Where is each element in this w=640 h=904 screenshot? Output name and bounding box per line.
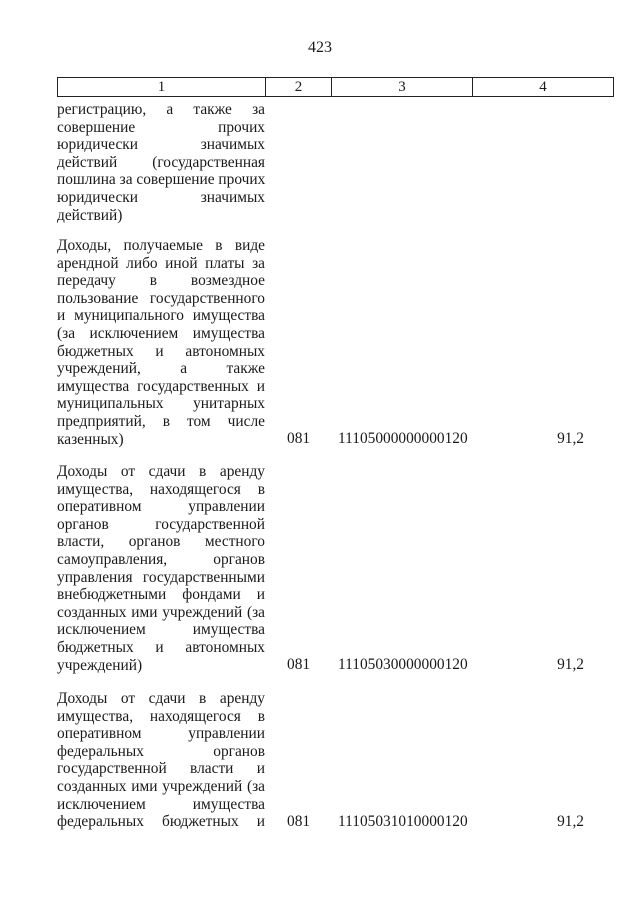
row-1-description [57, 237, 265, 448]
row-3-line: созданных ими учреждений (за [57, 777, 265, 795]
row-1-line: предприятий, в том числе [57, 412, 265, 430]
row-0-description [57, 101, 265, 224]
row-1-amount: 91,2 [557, 430, 584, 447]
row-0-line: действий (государственная [57, 153, 265, 171]
row-0-line: пошлина за совершение прочих [57, 171, 266, 189]
row-3-line: Доходы от сдачи в аренду [57, 690, 265, 707]
row-3-line: имущества, находящегося в [57, 707, 265, 725]
row-1-line: Доходы, получаемые в виде [57, 237, 265, 254]
header-col-2: 2 [266, 78, 332, 96]
row-0-line: юридически значимых [57, 188, 265, 206]
row-0-line: действий) [57, 206, 123, 224]
row-3-line: оперативном управлении [57, 725, 265, 743]
row-3-amount: 91,2 [557, 813, 584, 830]
row-2-line: исключением имущества [57, 621, 265, 639]
row-3-description [57, 690, 265, 831]
row-2-amount: 91,2 [557, 656, 584, 673]
row-1-line: пользование государственного [57, 289, 265, 307]
table-header [57, 77, 614, 97]
row-0-line: регистрацию, а также за [57, 101, 265, 118]
row-2-line: созданных ими учреждений (за [57, 603, 265, 621]
row-2-line: самоуправления, органов [57, 550, 265, 568]
row-2-line: имущества, находящегося в [57, 480, 265, 498]
row-1-line: арендной либо иной платы за [57, 254, 265, 272]
row-3-line: федеральных органов [57, 742, 265, 760]
row-0-line: совершение прочих [57, 118, 265, 136]
header-col-4: 4 [539, 79, 547, 95]
row-3-code: 081 [287, 813, 311, 830]
row-1-line: учреждений, а также [57, 360, 265, 378]
row-1-line: имущества государственных и [57, 377, 265, 395]
row-3-kbk: 11105031010000120 [338, 813, 468, 830]
row-1-line: муниципальных унитарных [57, 395, 265, 413]
row-3-line: федеральных бюджетных и [57, 813, 265, 831]
header-col-3: 3 [332, 78, 473, 96]
row-2-line: управления государственными [57, 568, 265, 586]
row-2-line: власти, органов местного [57, 533, 265, 551]
row-1-line: бюджетных и автономных [57, 342, 265, 360]
page-number: 423 [308, 39, 332, 56]
row-0-line: юридически значимых [57, 136, 265, 154]
row-2-line: оперативном управлении [57, 498, 265, 516]
row-2-line: внебюджетными фондами и [57, 586, 265, 604]
row-1-kbk: 11105000000000120 [338, 430, 468, 447]
row-1-line: (за исключением имущества [57, 324, 265, 342]
row-1-line: казенных) [57, 430, 124, 448]
row-2-line: Доходы от сдачи в аренду [57, 463, 265, 480]
row-2-code: 081 [287, 656, 311, 673]
row-1-line: передачу в возмездное [57, 272, 265, 290]
row-3-line: исключением имущества [57, 795, 265, 813]
row-2-line: бюджетных и автономных [57, 638, 265, 656]
row-2-description [57, 463, 265, 674]
row-2-line: органов государственной [57, 515, 265, 533]
row-2-kbk: 11105030000000120 [338, 656, 468, 673]
row-2-line: учреждений) [57, 656, 143, 674]
row-1-line: и муниципального имущества [57, 307, 265, 325]
row-1-code: 081 [287, 430, 311, 447]
row-3-line: государственной власти и [57, 760, 265, 778]
header-col-1: 1 [58, 78, 266, 96]
